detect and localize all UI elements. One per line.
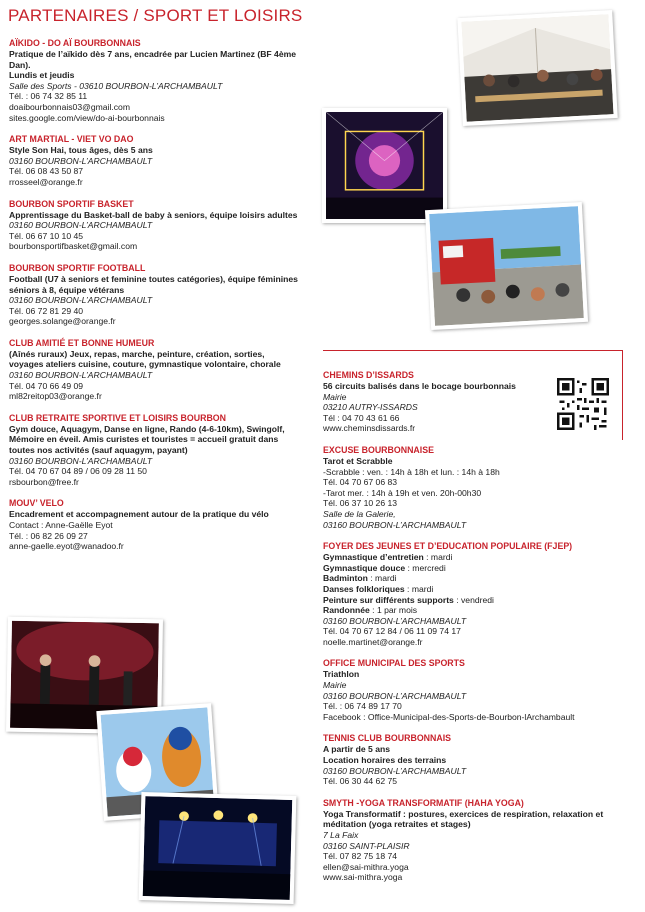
entry-line-text: 03160 BOURBON-L’ARCHAMBAULT	[9, 370, 153, 381]
entry-line-text: Triathlon	[323, 669, 360, 680]
entry-line	[9, 381, 299, 392]
entry-line-text: www.sai-mithra.yoga	[323, 872, 403, 883]
entry-line	[9, 210, 299, 221]
entry-line	[323, 552, 623, 563]
entry-line-text: anne-gaelle.eyot@wanadoo.fr	[9, 541, 124, 552]
entry-line	[323, 509, 623, 520]
entry-line-text: 03160 BOURBON-L’ARCHAMBAULT	[323, 519, 467, 530]
entry-line-text: Tél. 06 37 10 26 13	[323, 498, 398, 509]
entry-line-text: Gymnastique douce	[323, 562, 406, 573]
entry-line-detail: : mardi	[404, 583, 434, 594]
entry-line-text: ellen@sai-mithra.yoga	[323, 861, 409, 872]
entry-line	[9, 49, 299, 70]
entry-line-text: Football (U7 à seniors et feminine toutes catégories), équipe féminines séniors à 8, équipe vétérans	[9, 273, 298, 295]
entry-line-text: Location horaires des terrains	[323, 755, 447, 766]
entry-line-detail: : vendredi	[453, 594, 494, 605]
entry-tennis-club-bourbonnais	[323, 733, 623, 786]
entry-line-detail: : mercredi	[405, 562, 446, 573]
entry-line	[323, 498, 623, 509]
entry-line-text: Style Son Hai, tous âges, dès 5 ans	[9, 145, 153, 156]
entry-line	[9, 520, 299, 531]
tent-dining-photo	[457, 10, 617, 126]
entry-line-text: 03160 BOURBON-L’ARCHAMBAULT	[9, 455, 153, 466]
entry-line-text: 03160 BOURBON-L’ARCHAMBAULT	[9, 295, 153, 306]
entry-line-text: Tél. 06 72 81 29 40	[9, 305, 84, 316]
entry-line-text: Salle des Sports - 03610 BOURBON-L’ARCHAMBAULT	[9, 80, 223, 91]
entry-line-text: Peinture sur différents supports	[323, 594, 454, 605]
entry-line-text: rrosseel@orange.fr	[9, 176, 83, 187]
entry-line-text: Randonnée	[323, 605, 370, 616]
entry-line-text: 03160 BOURBON-L’ARCHAMBAULT	[323, 765, 467, 776]
entry-line-text: georges.solange@orange.fr	[9, 316, 116, 327]
entry-line-text: Mairie	[323, 680, 347, 691]
entry-line-text: Tél. : 06 74 89 17 70	[323, 701, 402, 712]
entry-line-text: Apprentissage du Basket-ball de baby à seniors, équipe loisirs adultes	[9, 209, 298, 220]
entry-line-detail: : mardi	[423, 552, 453, 563]
entry-line-text: 56 circuits balisés dans le bocage bourbonnais	[323, 381, 516, 391]
entry-line-text: rsbourbon@free.fr	[9, 476, 79, 487]
entry-line	[323, 584, 623, 595]
entry-line-text: Lundis et jeudis	[9, 70, 75, 81]
left-column	[9, 38, 299, 563]
entry-line-text: Contact : Anne-Gaëlle Eyot	[9, 520, 113, 530]
entry-aikido-do-ai-bourbonnais	[9, 38, 299, 123]
entry-line-text: doaibourbonnais03@gmail.com	[9, 101, 130, 112]
entry-line	[323, 520, 623, 531]
festival-stage-photo	[322, 108, 447, 223]
entry-line	[323, 830, 623, 841]
entry-line-text: 7 La Faix	[323, 830, 359, 840]
entry-line	[9, 166, 299, 177]
entry-line-text: 03160 BOURBON-L’ARCHAMBAULT	[9, 155, 153, 166]
entry-line	[9, 177, 299, 188]
entry-line-text: Yoga Transformatif : postures, exercices de respiration, relaxation et méditation (yoga retraites et stages)	[323, 808, 604, 830]
entry-line	[323, 851, 623, 862]
entry-line-text: 03160 BOURBON-L’ARCHAMBAULT	[9, 220, 153, 231]
entry-title: SMYTH -YOGA TRANSFORMATIF (HAHA YOGA)	[323, 797, 524, 808]
entry-line	[9, 145, 299, 156]
entry-line-text: 03210 AUTRY-ISSARDS	[323, 402, 418, 413]
entry-line-text: noelle.martinet@orange.fr	[323, 636, 423, 647]
entry-line	[323, 669, 623, 680]
divider-line-vertical	[622, 350, 623, 440]
entry-line	[323, 637, 623, 648]
entry-line	[9, 370, 299, 381]
entry-title: AÏKIDO - DO AÏ BOURBONNAIS	[9, 38, 141, 48]
entry-bourbon-sportif-basket	[9, 199, 299, 252]
entry-line-text: Salle de la Galerie,	[323, 508, 396, 519]
entry-line	[323, 563, 623, 574]
entry-line	[323, 456, 623, 467]
entry-line	[323, 841, 623, 852]
entry-line	[9, 81, 299, 92]
divider-line	[323, 350, 623, 351]
entry-line	[323, 680, 623, 691]
entry-line	[323, 701, 623, 712]
entry-line	[323, 626, 623, 637]
entry-line	[9, 156, 299, 167]
entry-line-detail: : 1 par mois	[369, 605, 418, 616]
entry-line	[323, 595, 623, 606]
entry-line-text: Tél. 04 70 67 12 84 / 06 11 09 74 17	[323, 626, 461, 637]
entry-line	[9, 295, 299, 306]
entry-line	[9, 220, 299, 231]
entry-line-text: Tarot et Scrabble	[323, 455, 393, 466]
entry-line-text: www.cheminsdissards.fr	[323, 423, 416, 434]
entry-club-amitie-et-bonne-humeur	[9, 338, 299, 402]
entry-line-text: Encadrement et accompagnement autour de la pratique du vélo	[9, 509, 269, 520]
entry-line-text: Tél. 06 30 44 62 75	[323, 776, 398, 787]
entry-line	[9, 477, 299, 488]
entry-art-martial-viet-vo-dao	[9, 134, 299, 187]
page-title: PARTENAIRES / SPORT ET LOISIRS	[8, 6, 303, 25]
entry-line-text: sites.google.com/view/do-ai-bourbonnais	[9, 112, 165, 123]
entry-line	[9, 456, 299, 467]
entry-title: OFFICE MUNICIPAL DES SPORTS	[323, 658, 465, 669]
entry-line-text: Gym douce, Aquagym, Danse en ligne, Rando (4-6-10km), Swingolf, Mémoire en éveil. Amis curistes et touristes = accueil gratuit dans toutes nos activités (sauf aquagym, payant)	[9, 423, 285, 456]
entry-line	[323, 872, 623, 883]
entry-line-text: Facebook : Office-Municipal-des-Sports-de-Bourbon-lArchambault	[323, 711, 575, 722]
entry-line	[9, 241, 299, 252]
entry-title: BOURBON SPORTIF FOOTBALL	[9, 262, 146, 273]
entry-line	[323, 809, 623, 830]
entry-line-text: Tél. : 06 82 26 09 27	[9, 530, 88, 541]
entry-line	[323, 691, 623, 702]
entry-line	[9, 70, 299, 81]
entry-title: TENNIS CLUB BOURBONNAIS	[323, 733, 452, 744]
entry-club-retraite-sportive-et-loisirs-bourbon	[9, 413, 299, 488]
entry-line-text: 03160 BOURBON-L’ARCHAMBAULT	[323, 690, 467, 701]
entry-title: BOURBON SPORTIF BASKET	[9, 198, 134, 209]
entry-line-text: ml82reitop03@orange.fr	[9, 391, 102, 402]
entry-title: CLUB AMITIÉ ET BONNE HUMEUR	[9, 337, 155, 348]
concert-stage-lights-photo	[139, 792, 297, 904]
qr-code	[557, 378, 609, 430]
entry-line-text: 03160 SAINT-PLAISIR	[323, 840, 410, 851]
entry-title: EXCUSE BOURBONNAISE	[323, 444, 434, 455]
entry-line	[323, 488, 623, 499]
entry-line	[323, 605, 623, 616]
entry-line	[9, 231, 299, 242]
entry-line-text: Mairie	[323, 391, 347, 402]
entry-line-text: 03160 BOURBON-L’ARCHAMBAULT	[323, 615, 467, 626]
entry-line-text: -Scrabble : ven. : 14h à 18h et lun. : 14h à 18h	[323, 466, 500, 477]
entry-line	[9, 424, 299, 456]
entry-line	[323, 616, 623, 627]
entry-line-detail: : mardi	[367, 573, 397, 584]
entry-line	[323, 862, 623, 873]
entry-line-text: A partir de 5 ans	[323, 744, 391, 755]
entry-line-text: Gymnastique d’entretien	[323, 552, 424, 563]
entry-line-text: bourbonsportifbasket@gmail.com	[9, 241, 138, 252]
entry-line-text: -Tarot mer. : 14h à 19h et ven. 20h-00h30	[323, 487, 482, 498]
entry-bourbon-sportif-football	[9, 263, 299, 327]
entry-line	[9, 391, 299, 402]
entry-line	[9, 274, 299, 295]
entry-line-text: Tél. 06 08 43 50 87	[9, 166, 84, 177]
entry-smyth-yoga-transformatif-haha-yoga	[323, 798, 623, 883]
entry-line	[9, 466, 299, 477]
entry-line-text: Pratique de l’aïkido dès 7 ans, encadrée par Lucien Martinez (BF 4ème Dan).	[9, 49, 297, 70]
entry-title: CHEMINS D’ISSARDS	[323, 370, 414, 380]
entry-title: FOYER DES JEUNES ET D’EDUCATION POPULAIRE (FJEP)	[323, 541, 573, 552]
entry-line	[9, 113, 299, 124]
entry-mouv-velo	[9, 498, 299, 551]
entry-line	[9, 91, 299, 102]
entry-line	[9, 531, 299, 542]
entry-excuse-bourbonnaise	[323, 445, 623, 530]
entry-line	[323, 744, 623, 755]
entry-line	[323, 755, 623, 766]
entry-office-municipal-des-sports	[323, 658, 623, 722]
entry-line-text: Tél. : 06 74 32 85 11	[9, 91, 88, 102]
entry-title: ART MARTIAL - VIET VO DAO	[9, 134, 134, 145]
right-column	[323, 370, 623, 894]
entry-line-text: Tél. 04 70 67 04 89 / 06 09 28 11 50	[9, 466, 147, 477]
entry-line-text: Tél. 04 70 66 49 09	[9, 380, 84, 391]
entry-line-text: Danses folkloriques	[323, 583, 405, 594]
entry-line	[323, 776, 623, 787]
entry-line-text: Tél. 07 82 75 18 74	[323, 851, 398, 862]
entry-line	[9, 509, 299, 520]
entry-line	[323, 573, 623, 584]
entry-line	[323, 712, 623, 723]
entry-line	[9, 349, 299, 370]
entry-line	[323, 477, 623, 488]
entry-line-text: Tél. 06 67 10 10 45	[9, 230, 84, 241]
entry-line	[323, 766, 623, 777]
fire-truck-crowd-photo	[425, 202, 588, 330]
entry-line	[9, 102, 299, 113]
entry-line	[9, 316, 299, 327]
entry-line	[9, 306, 299, 317]
entry-line-text: (Aînés ruraux) Jeux, repas, marche, peinture, création, sorties, voyages ateliers cuisine, couture, gymnastique volontaire, chorale	[9, 348, 281, 370]
entry-line	[323, 467, 623, 478]
entry-line	[9, 541, 299, 552]
entry-line-text: Tél : 04 70 43 61 66	[323, 412, 400, 423]
entry-title: MOUV’ VELO	[9, 498, 64, 509]
entry-line-text: Badminton	[323, 573, 368, 584]
entry-line-text: Tél. 04 70 67 06 83	[323, 477, 398, 488]
entry-title: CLUB RETRAITE SPORTIVE ET LOISIRS BOURBON	[9, 412, 227, 423]
entry-foyer-des-jeunes-et-d-education-populaire-fjep	[323, 541, 623, 647]
